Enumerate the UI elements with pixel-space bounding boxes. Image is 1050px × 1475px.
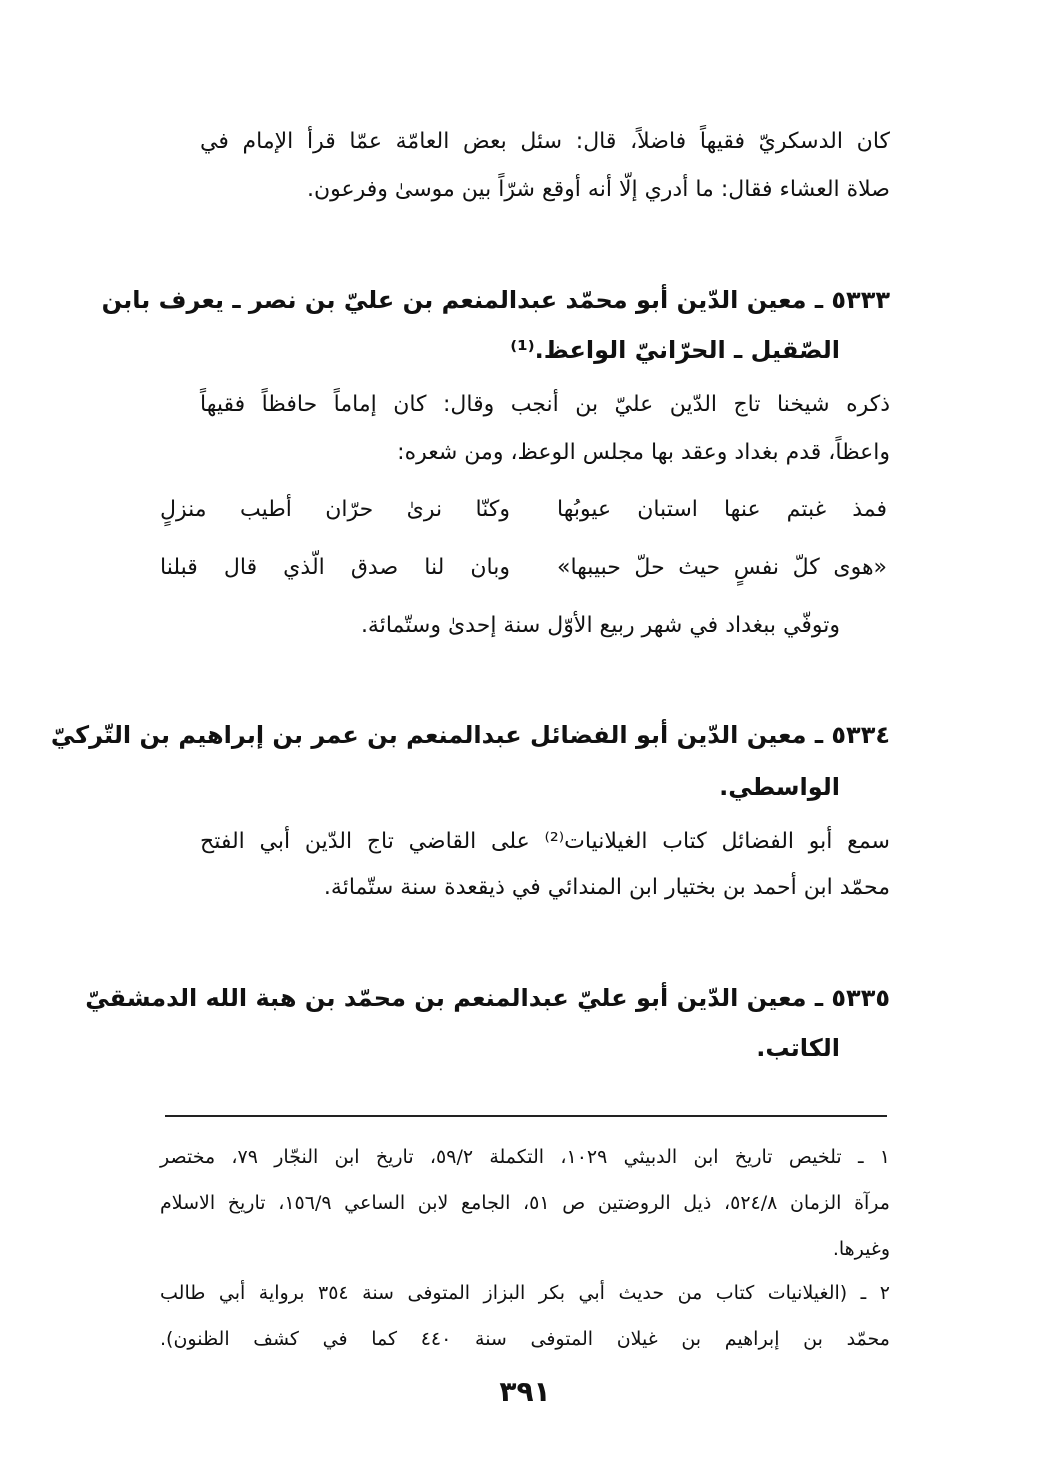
footnote-line: محمّد بن إبراهيم بن غيلان المتوفى سنة ٤٤٠ كما في كشف الظنون). <box>160 1328 890 1350</box>
footnote-line: ١ ـ تلخيص تاريخ ابن الدبيثي ١٠٢٩، التكملة ٥٩/٢، تاريخ ابن النجّار ٧٩، مختصر <box>160 1146 891 1168</box>
entry-heading-line: ٥٣٣٣ ـ معين الدّين أبو محمّد عبدالمنعم بن عليّ بن نصر ـ يعرف بابن <box>101 286 890 314</box>
paragraph-line: واعظاً، قدم بغداد وعقد بها مجلس الوعظ، ومن شعره: <box>397 440 890 465</box>
paragraph-line: وتوفّي ببغداد في شهر ربيع الأوّل سنة إحدىٰ وستّمائة. <box>360 613 840 638</box>
paragraph-line: سمع أبو الفضائل كتاب الغيلانيات⁽²⁾ على القاضي تاج الدّين أبي الفتح <box>200 829 890 854</box>
page-number: ٣٩١ <box>499 1375 551 1408</box>
paragraph-line: صلاة العشاء فقال: ما أدري إلّا أنه أوقع شرّاً بين موسىٰ وفرعون. <box>306 177 890 202</box>
entry-heading-line: ٥٣٣٤ ـ معين الدّين أبو الفضائل عبدالمنعم بن عمر بن إبراهيم بن التّركيّ <box>50 721 890 749</box>
verse-second-hemistich: فمذ غبتم عنها استبان عيوبُها <box>557 497 887 522</box>
entry-heading-line: الكاتب. <box>756 1034 840 1062</box>
entry-heading-line: الواسطي. <box>719 773 840 801</box>
verse-second-hemistich: «هوى كلّ نفسٍ حيث حلّ حبيبها» <box>557 555 887 580</box>
verse-first-hemistich: وبان لنا صدق الّذي قال قبلنا <box>160 555 510 580</box>
footnote-line: ٢ ـ (الغيلانيات كتاب من حديث أبي بكر البزاز المتوفى سنة ٣٥٤ برواية أبي طالب <box>160 1282 890 1304</box>
footnote-line: مرآة الزمان ٥٢٤/٨، ذيل الروضتين ص ٥١، الجامع لابن الساعي ١٥٦/٩، تاريخ الاسلام <box>160 1192 890 1214</box>
footnote-divider <box>165 1115 887 1117</box>
entry-heading-line: ٥٣٣٥ ـ معين الدّين أبو عليّ عبدالمنعم بن محمّد بن هبة الله الدمشقيّ <box>85 984 890 1012</box>
footnote-line: وغيرها. <box>832 1238 890 1260</box>
paragraph-line: ذكره شيخنا تاج الدّين عليّ بن أنجب وقال: كان إماماً حافظاً فقيهاً <box>200 392 890 417</box>
paragraph-line: محمّد ابن أحمد بن بختيار ابن المندائي في ذيقعدة سنة ستّمائة. <box>323 875 890 900</box>
entry-heading-line: الصّقيل ـ الحرّانيّ الواعظ.⁽¹⁾ <box>510 336 840 364</box>
paragraph-line: كان الدسكريّ فقيهاً فاضلاً، قال: سئل بعض العامّة عمّا قرأ الإمام في <box>200 129 890 154</box>
verse-first-hemistich: وكنّا نرىٰ حرّان أطيب منزلٍ <box>160 497 510 522</box>
